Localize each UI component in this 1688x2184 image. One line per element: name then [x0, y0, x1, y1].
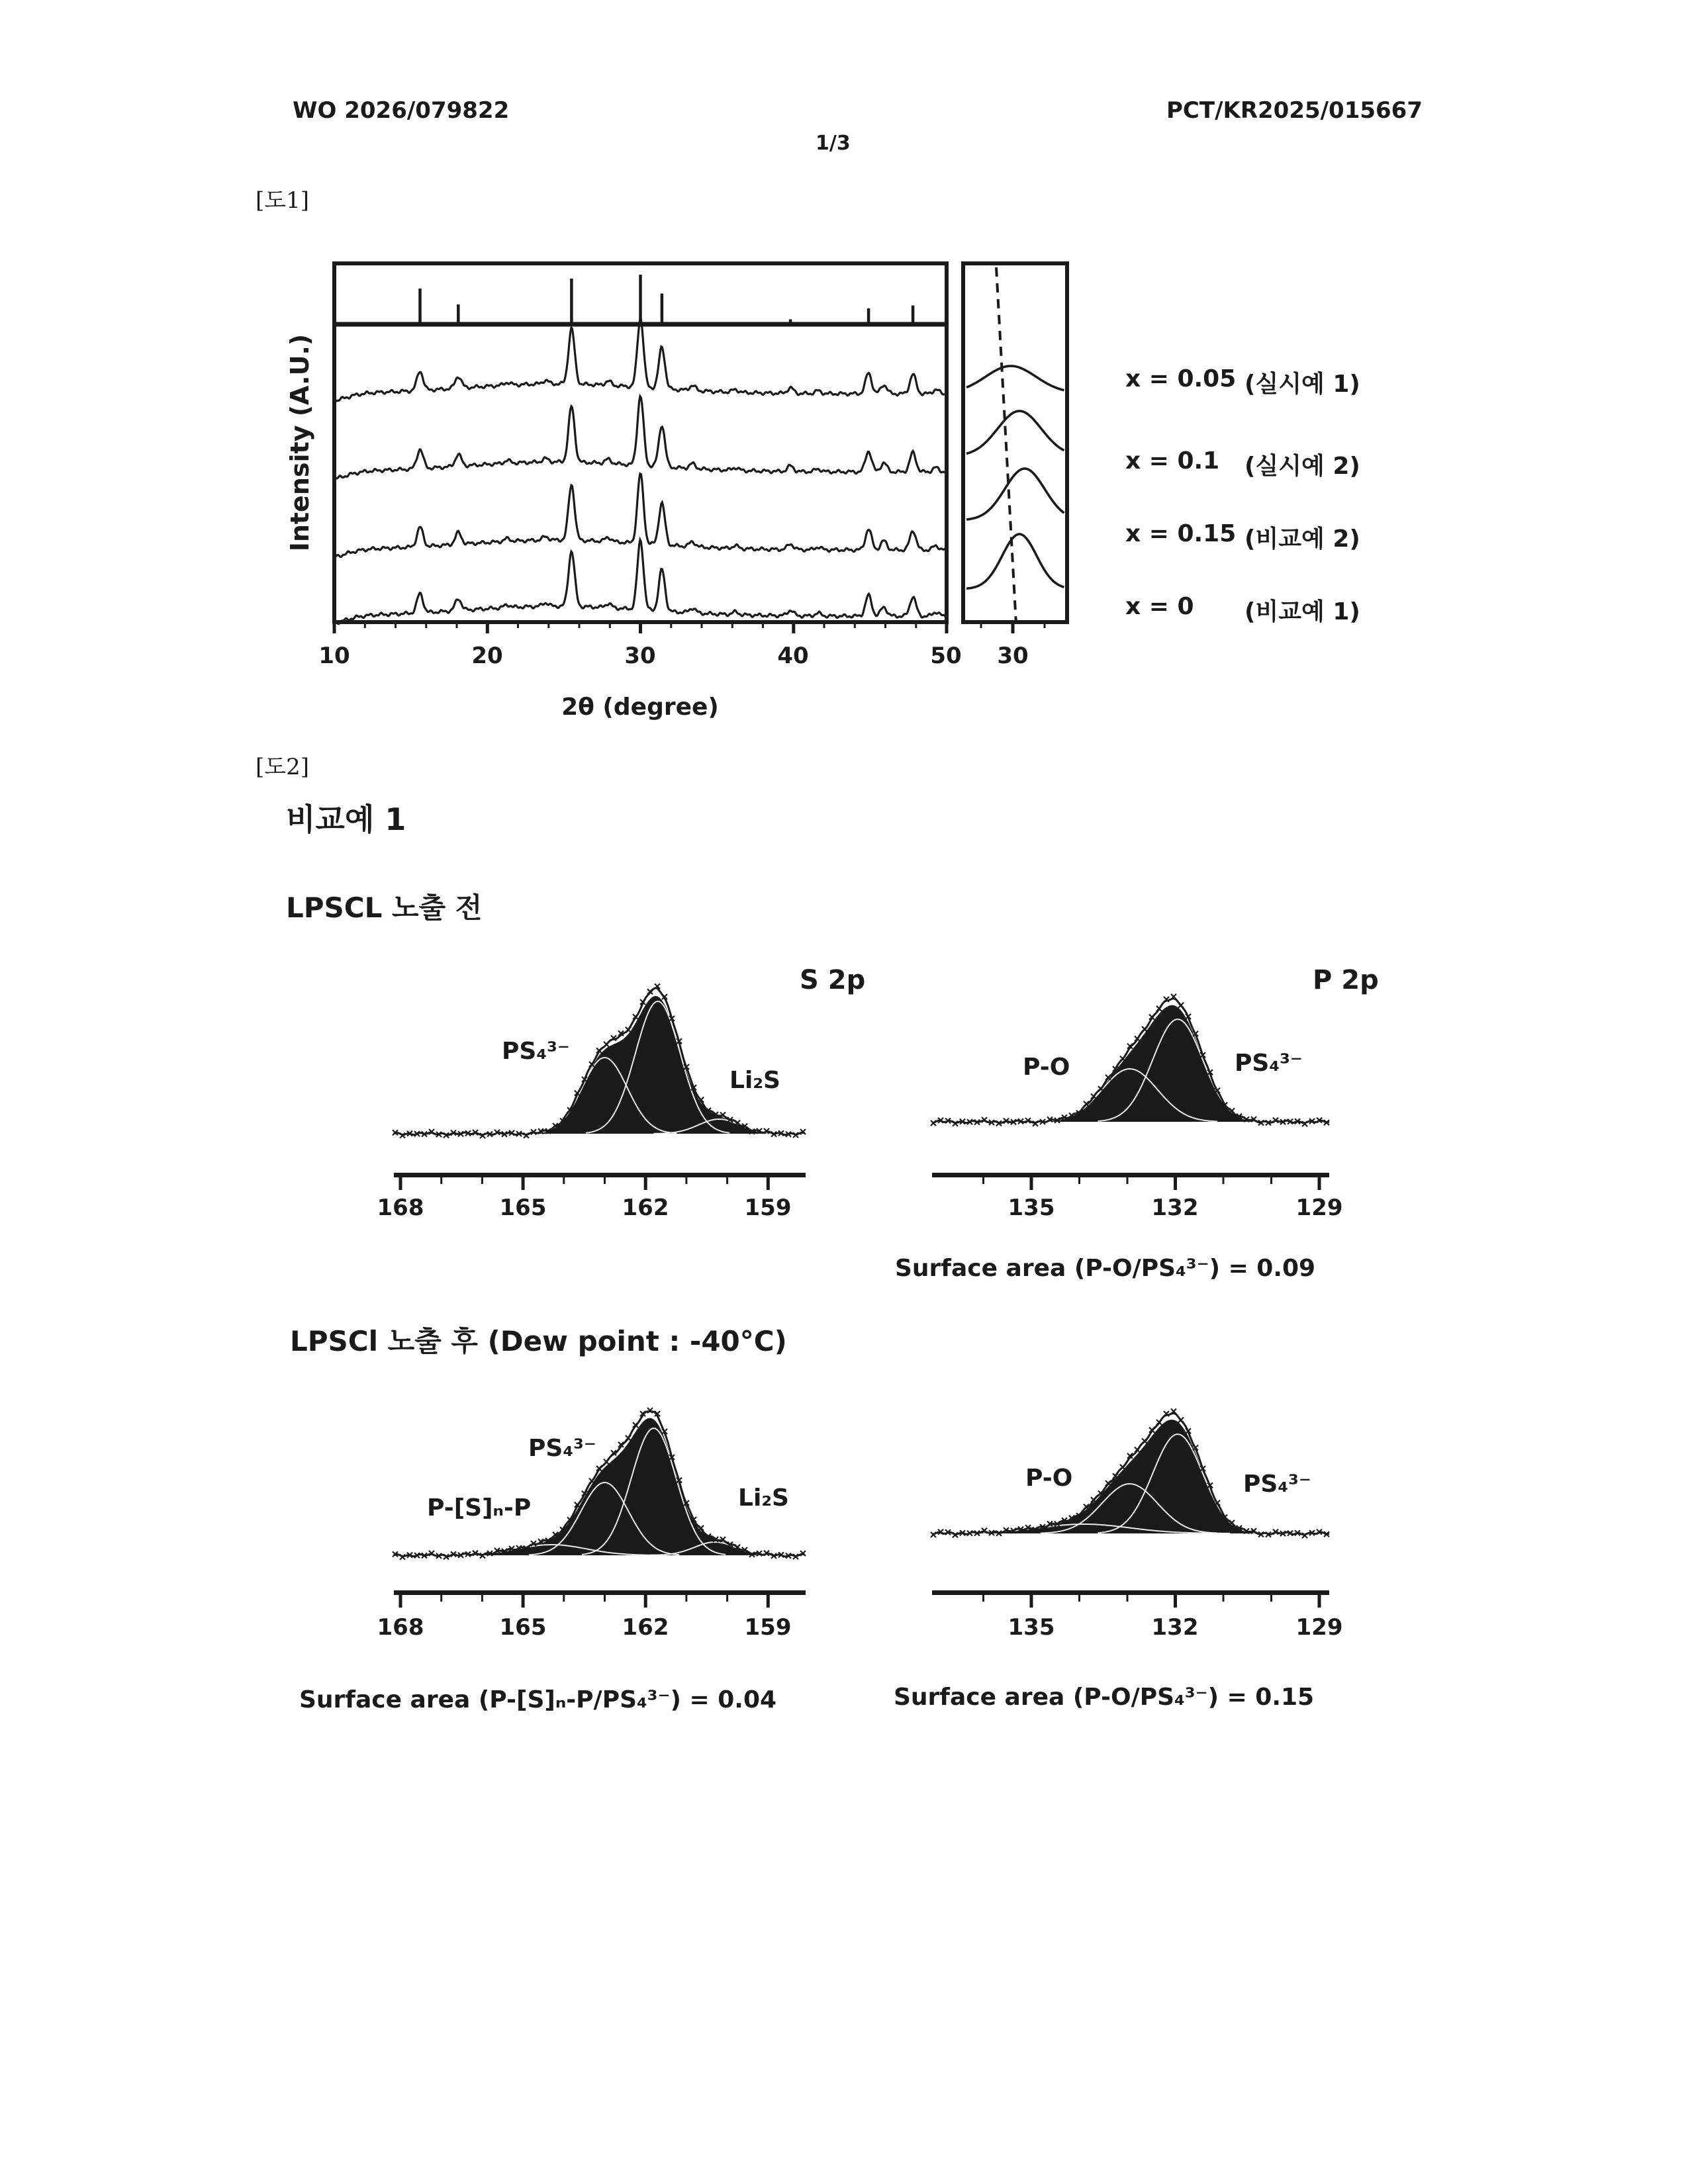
peak-label-ps4-p2p-after: PS₄³⁻ — [1243, 1471, 1311, 1498]
p2p-before-tick-129: 129 — [1295, 1195, 1343, 1221]
doc-number: WO 2026/079822 — [293, 97, 510, 124]
fig1-x-axis-label: 2θ (degree) — [561, 694, 719, 721]
legend-value: x = 0.05 — [1125, 365, 1237, 392]
p2p-before-tick-132: 132 — [1151, 1195, 1199, 1221]
xrd-chart — [278, 251, 1430, 741]
before-exposure-heading: LPSCL 노출 전 — [286, 891, 483, 924]
peak-label-li2s-s2p-after: Li₂S — [738, 1484, 789, 1512]
p2p-before-tick-135: 135 — [1008, 1195, 1055, 1221]
figure2-title: 비교예 1 — [286, 801, 406, 837]
s2p-after-tick-162: 162 — [622, 1614, 669, 1641]
fig1-x-tick-10: 10 — [318, 643, 350, 669]
after-exposure-heading: LPSCl 노출 후 (Dew point : -40°C) — [290, 1325, 787, 1357]
surface-area-caption-s2p-after: Surface area (P-[S]ₙ-P/PS₄³⁻) = 0.04 — [299, 1686, 777, 1713]
legend-label: (실시예 2) — [1244, 453, 1360, 480]
peak-label-po-p2p-after: P-O — [1025, 1465, 1073, 1492]
fig1-legend-item-1 — [1125, 365, 1360, 399]
pct-number: PCT/KR2025/015667 — [1166, 97, 1423, 124]
fig1-legend-item-4 — [1125, 593, 1360, 627]
s2p-before-tick-165: 165 — [499, 1195, 547, 1221]
s2p-before-tick-162: 162 — [622, 1195, 669, 1221]
page-indicator: 1/3 — [816, 132, 851, 155]
peak-label-ps4-s2p-after: PS₄³⁻ — [528, 1435, 596, 1462]
s2p-before-tick-168: 168 — [377, 1195, 424, 1221]
legend-value: x = 0 — [1125, 593, 1194, 620]
surface-area-caption-p2p-after: Surface area (P-O/PS₄³⁻) = 0.15 — [894, 1684, 1315, 1711]
s2p-before-tick-159: 159 — [744, 1195, 792, 1221]
p2p-region-title: P 2p — [1313, 965, 1379, 995]
legend-label: (비교예 2) — [1244, 525, 1360, 553]
s2p-after-tick-159: 159 — [744, 1614, 792, 1641]
fig1-x-tick-30: 30 — [624, 643, 656, 669]
figure2-tag: [도2] — [256, 754, 310, 780]
surface-area-caption-p2p-before: Surface area (P-O/PS₄³⁻) = 0.09 — [895, 1255, 1316, 1282]
peak-label-ps4-p2p-before: PS₄³⁻ — [1235, 1050, 1303, 1077]
p2p-after-tick-132: 132 — [1151, 1614, 1199, 1641]
s2p-after-tick-168: 168 — [377, 1614, 424, 1641]
peak-label-li2s-s2p-before: Li₂S — [729, 1067, 780, 1094]
peak-label-psn-s2p-after: P-[S]ₙ-P — [427, 1494, 532, 1522]
p2p-after-tick-135: 135 — [1008, 1614, 1055, 1641]
fig1-legend-item-2 — [1125, 447, 1360, 481]
legend-value: x = 0.1 — [1125, 447, 1220, 475]
peak-label-po-p2p-before: P-O — [1023, 1054, 1070, 1081]
legend-label: (비교예 1) — [1244, 598, 1360, 625]
fig1-x-tick-50: 50 — [930, 643, 962, 669]
fig1-inset-x-tick-30: 30 — [997, 643, 1029, 669]
figure1-tag: [도1] — [256, 187, 310, 214]
fig1-x-tick-40: 40 — [777, 643, 809, 669]
peak-label-ps4-s2p-before: PS₄³⁻ — [502, 1038, 570, 1065]
s2p-region-title: S 2p — [800, 965, 866, 995]
fig1-legend-item-3 — [1125, 520, 1360, 554]
s2p-after-tick-165: 165 — [499, 1614, 547, 1641]
fig1-y-axis-label: Intensity (A.U.) — [285, 334, 314, 552]
fig1-x-tick-20: 20 — [471, 643, 503, 669]
legend-label: (실시예 1) — [1244, 371, 1360, 398]
p2p-after-tick-129: 129 — [1295, 1614, 1343, 1641]
legend-value: x = 0.15 — [1125, 520, 1237, 547]
